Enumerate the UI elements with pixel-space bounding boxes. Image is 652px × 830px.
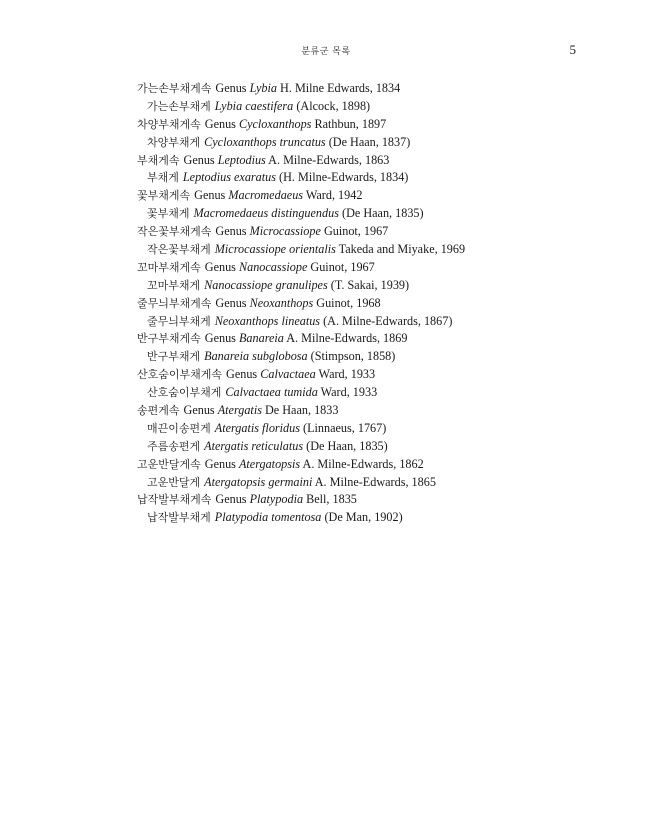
- genus-entry: [137, 456, 577, 474]
- korean-name: 고운반달게속: [137, 457, 201, 471]
- korean-name: 차양부채게: [147, 135, 201, 149]
- scientific-name: Lybia caestifera: [214, 98, 294, 113]
- genus-entry: [137, 491, 577, 509]
- genus-prefix: Genus: [183, 152, 218, 167]
- scientific-name: Banareia: [238, 331, 284, 346]
- authority: (De Haan, 1835): [338, 206, 424, 221]
- authority: (De Man, 1902): [321, 510, 403, 525]
- species-entry: [137, 420, 577, 438]
- species-entry: [137, 474, 577, 492]
- scientific-name: Cycloxanthops: [238, 116, 312, 131]
- genus-entry: [137, 295, 577, 313]
- genus-entry: [137, 116, 577, 134]
- authority: (Alcock, 1898): [293, 98, 371, 113]
- scientific-name: Banareia subglobosa: [204, 349, 308, 364]
- scientific-name: Microcassiope: [249, 224, 321, 239]
- genus-prefix: Genus: [204, 331, 239, 346]
- species-entry: [137, 313, 577, 331]
- korean-name: 작은꽃부채게: [147, 243, 211, 257]
- species-entry: [137, 277, 577, 295]
- scientific-name: Platypodia tomentosa: [214, 510, 322, 525]
- korean-name: 반구부채게속: [137, 332, 201, 346]
- authority: Ward, 1933: [315, 367, 376, 382]
- authority: H. Milne Edwards, 1834: [277, 81, 401, 95]
- authority: Guinot, 1967: [320, 224, 389, 239]
- genus-prefix: Genus: [215, 224, 250, 239]
- korean-name: 가는손부채게속: [137, 82, 212, 95]
- species-entry: [137, 509, 577, 527]
- korean-name: 매끈이송편게: [147, 421, 211, 435]
- authority: (De Haan, 1835): [303, 438, 388, 453]
- scientific-name: Microcassiope orientalis: [214, 242, 336, 257]
- korean-name: 반구부채게: [147, 350, 201, 364]
- species-entry: [137, 348, 577, 366]
- korean-name: 주름송편게: [147, 439, 201, 453]
- scientific-name: Leptodius exaratus: [182, 170, 276, 185]
- genus-prefix: Genus: [183, 403, 218, 418]
- page-number: 5: [569, 42, 576, 57]
- scientific-name: Neoxanthops lineatus: [214, 313, 321, 328]
- species-entry: [137, 169, 577, 187]
- scientific-name: Calvactaea: [260, 367, 316, 382]
- korean-name: 가는손부채게: [147, 99, 211, 113]
- authority: (H. Milne-Edwards, 1834): [276, 170, 409, 185]
- authority: (Stimpson, 1858): [307, 349, 396, 364]
- authority: Guinot, 1968: [313, 295, 381, 310]
- scientific-name: Atergatopsis: [238, 456, 301, 471]
- authority: (A. Milne-Edwards, 1867): [320, 313, 453, 328]
- genus-entry: [137, 80, 577, 98]
- scientific-name: Macromedaeus distinguendus: [193, 206, 339, 221]
- genus-entry: [137, 223, 577, 241]
- scientific-name: Lybia: [249, 81, 277, 95]
- authority: Guinot, 1967: [307, 259, 375, 274]
- genus-prefix: Genus: [215, 492, 250, 507]
- scientific-name: Neoxanthops: [249, 295, 314, 310]
- korean-name: 줄무늬부채게: [147, 314, 211, 328]
- species-entry: [137, 134, 577, 152]
- authority: A. Milne-Edwards, 1862: [300, 456, 424, 471]
- genus-prefix: Genus: [204, 456, 239, 471]
- korean-name: 꽃부채게: [147, 207, 190, 221]
- genus-entry: [137, 152, 577, 170]
- authority: Ward, 1942: [303, 188, 363, 203]
- korean-name: 납작발부채게: [147, 511, 211, 525]
- scientific-name: Leptodius: [217, 152, 266, 167]
- korean-name: 부채게속: [137, 153, 180, 167]
- species-entry: [137, 241, 577, 259]
- korean-name: 꽃부채게속: [137, 189, 191, 203]
- korean-name: 줄무늬부채게속: [137, 296, 212, 310]
- scientific-name: Atergatopsis germaini: [204, 474, 313, 489]
- korean-name: 고운반달게: [147, 475, 201, 489]
- scientific-name: Macromedaeus: [228, 188, 304, 203]
- authority: (De Haan, 1837): [325, 134, 411, 149]
- genus-entry: [137, 187, 577, 205]
- scientific-name: Nanocassiope granulipes: [204, 277, 328, 292]
- korean-name: 차양부채게속: [137, 117, 201, 131]
- genus-prefix: Genus: [194, 188, 229, 203]
- genus-prefix: Genus: [215, 295, 250, 310]
- authority: De Haan, 1833: [261, 403, 339, 418]
- authority: Bell, 1835: [303, 492, 357, 507]
- genus-prefix: Genus: [204, 116, 239, 131]
- genus-prefix: Genus: [204, 259, 239, 274]
- korean-name: 산호숨이부채게속: [137, 368, 223, 382]
- authority: Takeda and Miyake, 1969: [335, 242, 466, 257]
- authority: (Linnaeus, 1767): [299, 420, 387, 435]
- genus-prefix: Genus: [226, 367, 261, 382]
- authority: A. Milne-Edwards, 1869: [283, 331, 408, 346]
- scientific-name: Atergatis floridus: [214, 420, 300, 435]
- genus-entry: [137, 259, 577, 277]
- species-entry: [137, 98, 577, 116]
- scientific-name: Atergatis reticulatus: [204, 438, 304, 453]
- authority: Rathbun, 1897: [311, 116, 387, 131]
- scientific-name: Cycloxanthops truncatus: [204, 134, 326, 149]
- species-entry: [137, 205, 577, 223]
- scientific-name: Nanocassiope: [238, 259, 308, 274]
- korean-name: 부채게: [147, 171, 179, 185]
- scientific-name: Atergatis: [217, 403, 262, 418]
- korean-name: 작은꽃부채게속: [137, 225, 212, 239]
- authority: (T. Sakai, 1939): [327, 277, 410, 292]
- genus-entry: [137, 330, 577, 348]
- authority: A. Milne-Edwards, 1863: [265, 152, 390, 167]
- korean-name: 꼬마부채게: [147, 278, 201, 292]
- korean-name: 꼬마부채게속: [137, 260, 201, 274]
- authority: A. Milne-Edwards, 1865: [312, 474, 436, 489]
- species-entry: [137, 438, 577, 456]
- scientific-name: Platypodia: [249, 492, 304, 507]
- taxon-list: [137, 80, 577, 527]
- authority: Ward, 1933: [317, 385, 378, 400]
- genus-entry: [137, 366, 577, 384]
- scientific-name: Calvactaea tumida: [225, 385, 318, 400]
- korean-name: 송편게속: [137, 404, 180, 418]
- korean-name: 산호숨이부채게: [147, 386, 222, 400]
- running-title: 분류군 목록: [301, 47, 351, 57]
- species-entry: [137, 384, 577, 402]
- genus-entry: [137, 402, 577, 420]
- genus-prefix: Genus: [215, 81, 250, 95]
- korean-name: 납작발부채게속: [137, 493, 212, 507]
